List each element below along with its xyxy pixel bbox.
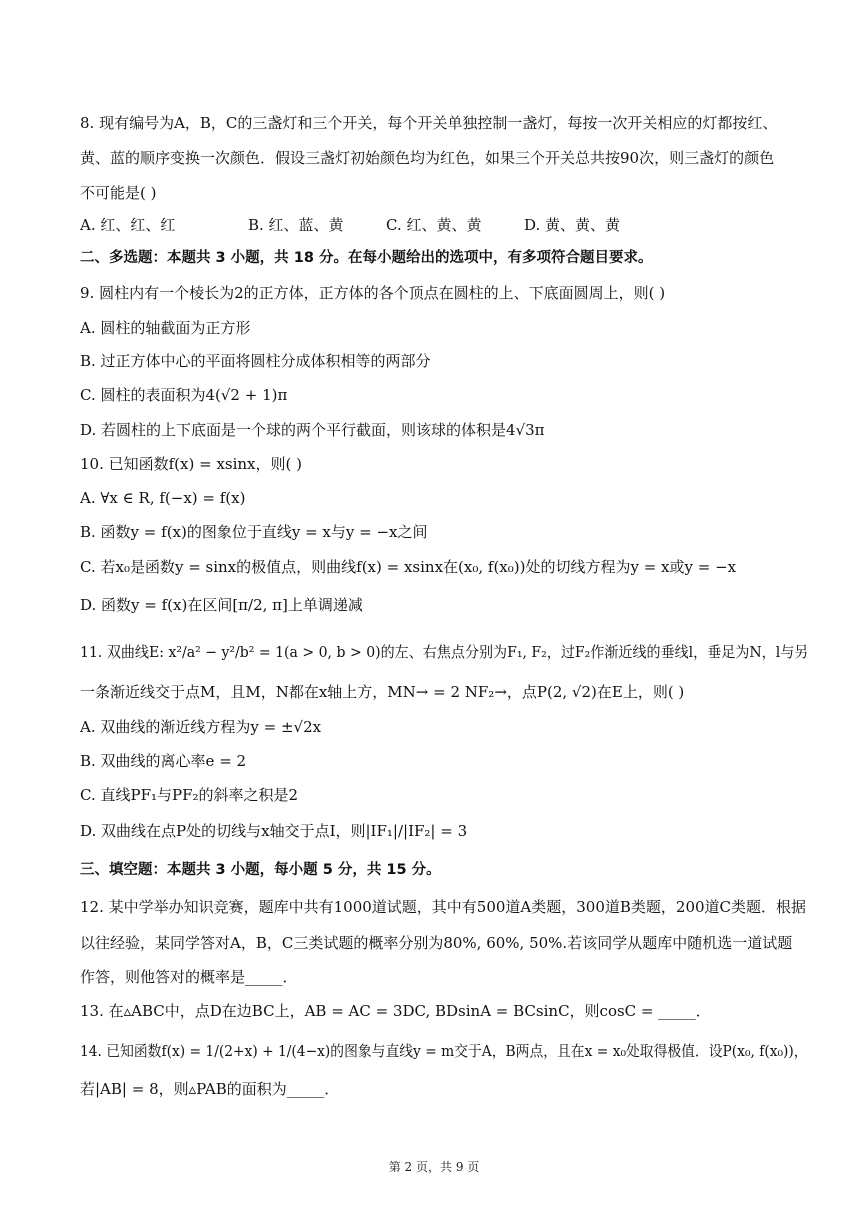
q9-option-a: A. 圆柱的轴截面为正方形: [80, 319, 251, 337]
q12-line-3: 作答，则他答对的概率是_____．: [80, 968, 298, 986]
q8-line-3: 不可能是( ): [80, 184, 157, 202]
page-footer: 第 2 页，共 9 页: [388, 1160, 480, 1174]
q13-stem: 13. 在▵ABC中，点D在边BC上，AB = AC = 3DC, BDsinA = BCsinC，则cosC = _____．: [80, 1002, 711, 1020]
q9-option-b: B. 过正方体中心的平面将圆柱分成体积相等的两部分: [80, 352, 431, 370]
q10-option-d: D. 函数y = f(x)在区间[π/2, π]上单调递减: [80, 596, 363, 614]
q10-option-c: C. 若x₀是函数y = sinx的极值点，则曲线f(x) = xsinx在(x₀, f(x₀))处的切线方程为y = x或y = −x: [80, 558, 737, 576]
q8-option-c: C. 红、黄、黄: [386, 216, 482, 234]
q8-option-b: B. 红、蓝、黄: [248, 216, 344, 234]
q11-option-a: A. 双曲线的渐近线方程为y = ±√2x: [80, 718, 322, 736]
q12-line-2: 以往经验，某同学答对A，B，C三类试题的概率分别为80%, 60%, 50%.若该同学从题库中随机选一道试题: [80, 934, 793, 952]
q9-option-c: C. 圆柱的表面积为4(√2 + 1)π: [80, 386, 288, 404]
q8-line-2: 黄、蓝的顺序变换一次颜色．假设三盏灯初始颜色均为红色，如果三个开关总共按90次，则三盏灯的颜色: [80, 149, 775, 167]
q11-line-1: 11. 双曲线E: x²/a² − y²/b² = 1(a > 0, b > 0)的左、右焦点分别为F₁, F₂，过F₂作渐近线的垂线l，垂足为N，l与另: [80, 643, 809, 661]
section-3-heading: 三、填空题：本题共 3 小题，每小题 5 分，共 15 分。: [80, 862, 441, 878]
q10-option-b: B. 函数y = f(x)的图象位于直线y = x与y = −x之间: [80, 523, 428, 541]
q14-line-1: 14. 已知函数f(x) = 1/(2+x) + 1/(4−x)的图象与直线y = m交于A，B两点，且在x = x₀处取得极值．设P(x₀, f(x₀))，: [80, 1042, 808, 1060]
q8-line-1: 8. 现有编号为A，B，C的三盏灯和三个开关，每个开关单独控制一盏灯，每按一次开关相应的灯都按红、: [80, 114, 778, 132]
q11-line-2: 一条渐近线交于点M，且M，N都在x轴上方，MN→ = 2 NF₂→，点P(2, √2)在E上，则( ): [80, 683, 685, 701]
q9-option-d: D. 若圆柱的上下底面是一个球的两个平行截面，则该球的体积是4√3π: [80, 421, 545, 439]
q8-option-d: D. 黄、黄、黄: [524, 216, 621, 234]
q11-option-b: B. 双曲线的离心率e = 2: [80, 752, 247, 770]
q8-option-a: A. 红、红、红: [80, 216, 176, 234]
section-2-heading: 二、多选题：本题共 3 小题，共 18 分。在每小题给出的选项中，有多项符合题目要求。: [80, 250, 653, 266]
q11-option-d: D. 双曲线在点P处的切线与x轴交于点I，则|IF₁|/|IF₂| = 3: [80, 822, 468, 840]
q8-options: [80, 214, 620, 236]
q11-option-c: C. 直线PF₁与PF₂的斜率之积是2: [80, 786, 299, 804]
q14-line-2: 若|AB| = 8，则▵PAB的面积为_____．: [80, 1080, 340, 1098]
q10-stem: 10. 已知函数f(x) = xsinx，则( ): [80, 455, 302, 473]
q9-stem: 9. 圆柱内有一个棱长为2的正方体，正方体的各个顶点在圆柱的上、下底面圆周上，则( ): [80, 284, 666, 302]
q10-option-a: A. ∀x ∈ R, f(−x) = f(x): [80, 489, 246, 507]
q12-line-1: 12. 某中学举办知识竞赛，题库中共有1000道试题，其中有500道A类题，300道B类题，200道C类题．根据: [80, 898, 807, 916]
